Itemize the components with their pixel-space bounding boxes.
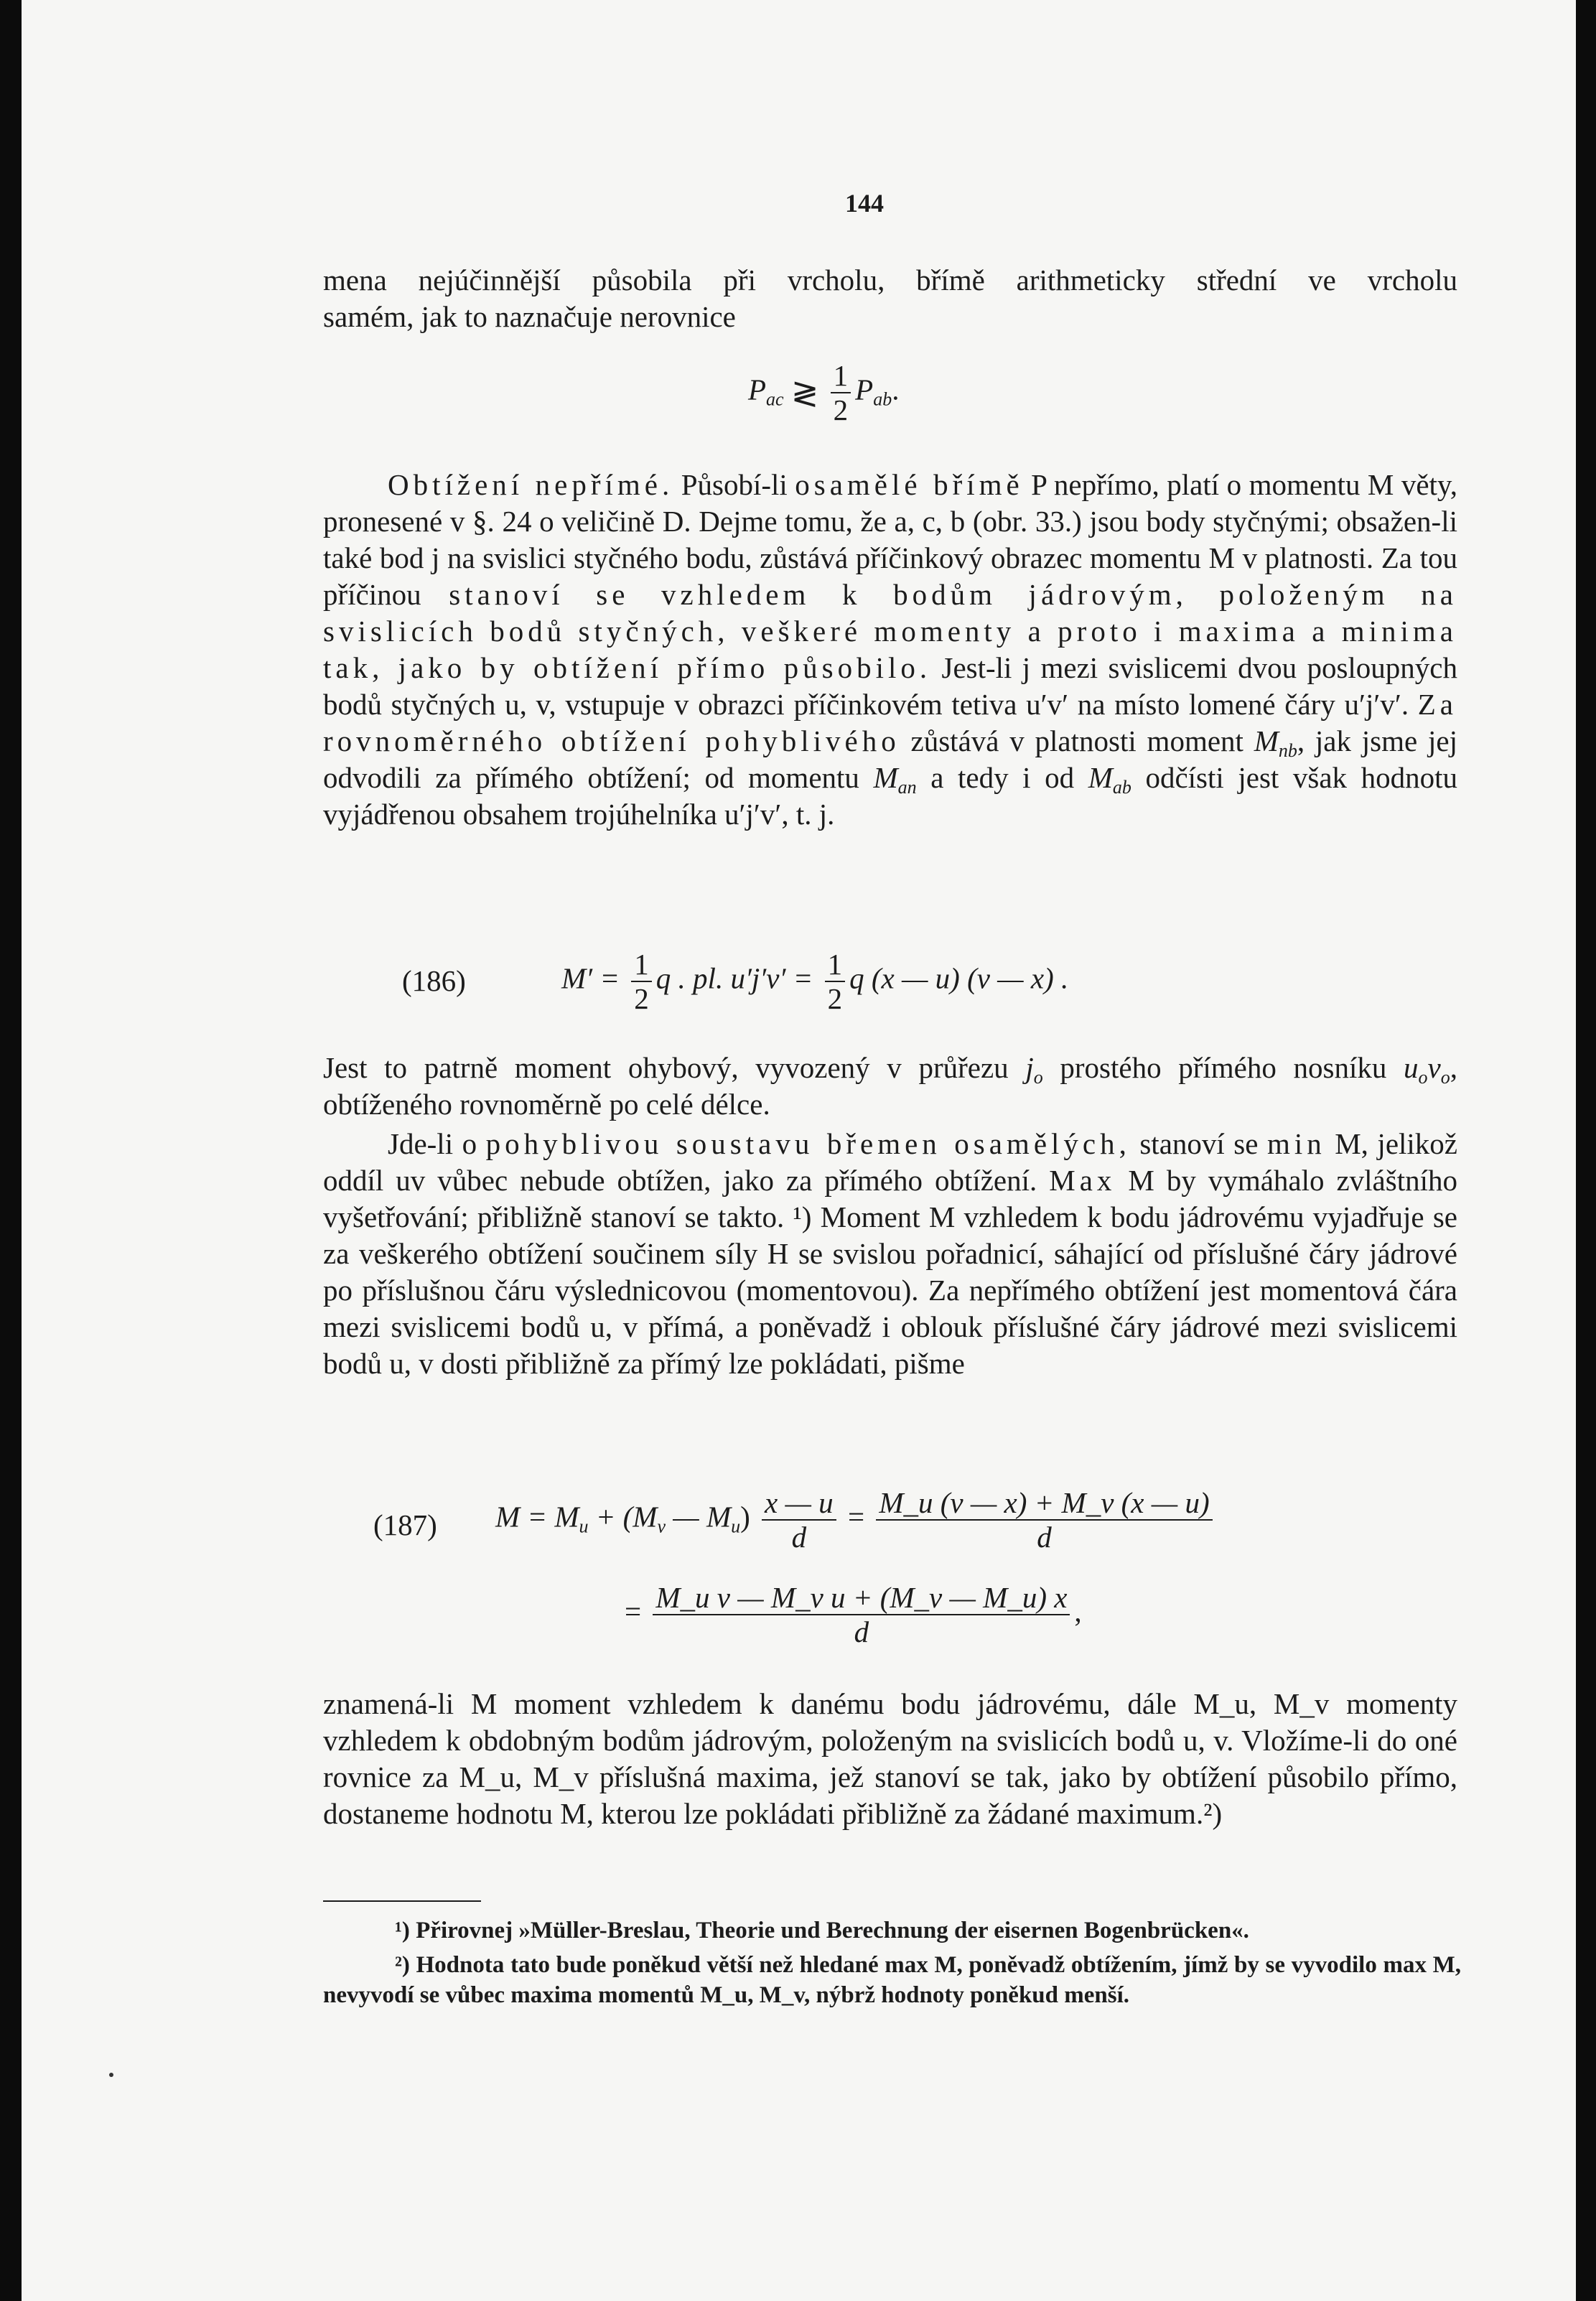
intro-line-2: samém, jak to naznačuje nerovnice [323, 300, 736, 333]
paragraph-conclusion: znamená-li M moment vzhledem k danému bodu jádrovému, dále M_u, M_v momenty vzhledem k obdobným bodům jádrovým, položeným na svislicích bodů u, v. Vložíme-li do oné rovnice za M_u, M_v příslušná maxima, jež stanoví se tak, jako by obtížení působilo přímo, dostaneme hodnotu M, kterou lze pokládati přibližně za žádané maximum.²) [323, 1687, 1457, 1830]
equation-186-number: (186) [402, 964, 466, 997]
paragraph-intro [323, 262, 1457, 335]
paragraph-bending-moment: Jest to patrně moment ohybový, vyvozený v průřezu $j_o$ prostého přímého nosníku $u_ov_o$, obtíženého rovnoměrně po celé délce. [323, 1051, 1457, 1121]
inequality-fraction: $\frac{1}{2}$ [831, 359, 851, 426]
equation-187-number: (187) [373, 1508, 437, 1541]
margin-speck [109, 2073, 113, 2077]
paragraph-indirect-loading: Obtížení nepřímé. Působí-li osamělé břímě P nepřímo, platí o momentu M věty, pronesené v §. 24 o veličině D. Dejme tomu, že a, c, b (obr. 33.) jsou body styčnými; obsažen-li také bod j na svislici styčného bodu, zůstává příčinkový obrazec momentu M v platnosti. Za tou příčinou stanoví se vzhledem k bodům jádrovým, položeným na svislicích bodů styčných, veškeré momenty a proto i maxima a minima tak, jako by obtížení přímo působilo. Jest-li j mezi svislicemi dvou posloupných bodů styčných u, v, vstupuje v obrazci příčinkovém tetiva u′v′ na místo lomené čáry u′j′v′. Za rovnoměrného obtížení pohyblivého zůstává v platnosti moment $M_{nb}$, jak jsme jej odvodili za přímého obtížení; od momentu $M_{an}$ a tedy i od $M_{ab}$ odčísti jest však hodnotu vyjádřenou obsahem trojúhelníka u′j′v′, t. j. [323, 468, 1458, 831]
footnote-1: ¹) Přirovnej »Müller-Breslau, Theorie und Berechnung der eisernen Bogenbrücken«. [395, 1918, 1249, 1943]
equation-187-line-1: $M = M_u + (M_v$ — $M_u$) $\frac{x — u}{d}$ = $\frac{M\_u (v — x) + M\_v (x — u)}{d}$ [495, 1486, 1217, 1554]
footnotes [323, 1915, 1461, 2015]
footnote-rule [323, 1900, 481, 1902]
intro-line-1: mena nejúčinnější působila při vrcholu, břímě arithmeticky střední ve vrcholu [323, 263, 1457, 297]
equation-186: M′ = $\frac{1}{2}$ q . pl. u′j′v′ = $\frac{1}{2}$ q (x — u) (v — x) . [561, 948, 1069, 1015]
page-number: 144 [845, 189, 884, 218]
footnote-2: ²) Hodnota tato bude poněkud větší než hledané max M, poněvadž obtížením, jímž by se vyvodilo max M, nevyvodí se vůbec maxima momentů M_u, M_v, nýbrž hodnoty poněkud menší. [323, 1952, 1461, 2008]
equation-187-line-2: = $\frac{\text{M\_u v — M\_v u + (M\_v — M\_u) x}}{d}$ , [625, 1581, 1082, 1648]
paragraph-moving-loads: Jde-li o pohyblivou soustavu břemen osamělých, stanoví se min M, jelikož oddíl uv vůbec nebude obtížen, jako za přímého obtížení. Max M by vymáhalo zvláštního vyšetřování; přibližně stanoví se takto. ¹) Moment M vzhledem k bodu jádrovému vyjadřuje se za veškerého obtížení součinem síly H se svislou pořadnicí, sáhající od příslušné čáry jádrové po příslušnou čáru výslednicovou (momentovou). Za nepřímého obtížení jest momentová čára mezi svislicemi bodů u, v přímá, a poněvadž i oblouk příslušné čáry jádrové mezi svislicemi bodů u, v dosti přibližně za přímý lze pokládati, pišme [323, 1127, 1457, 1380]
inequality: $P_{ac}$ ≷ $\frac{1}{2}$ $P_{ab}$. [748, 359, 900, 426]
page [22, 0, 1576, 2301]
section-heading: Obtížení nepřímé. [388, 468, 674, 501]
